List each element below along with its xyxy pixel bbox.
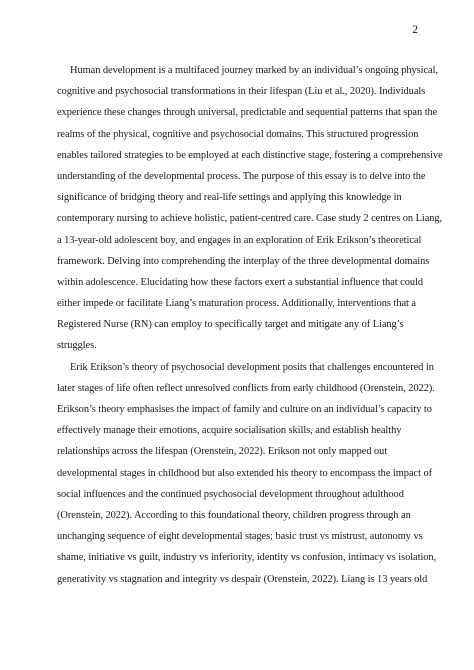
text-line: social influences and the continued psychosocial development throughout adulthood <box>57 488 404 500</box>
text-line: understanding of the developmental process. The purpose of this essay is to delve into the <box>57 170 426 182</box>
text-line: Erikson’s theory emphasises the impact of family and culture on an individual’s capacity to <box>57 404 432 415</box>
text-line: relationships across the lifespan (Orenstein, 2022). Erikson not only mapped out <box>57 446 388 458</box>
text-line: unchanging sequence of eight developmental stages; basic trust vs mistrust, autonomy vs <box>57 531 423 543</box>
document-body <box>57 60 443 590</box>
text-line: enables tailored strategies to be employed at each distinctive stage, fostering a comprehensive <box>57 149 443 161</box>
text-line: shame, initiative vs guilt, industry vs inferiority, identity vs confusion, intimacy vs isolation, <box>57 552 437 564</box>
text-line: contemporary nursing to achieve holistic, patient-centred care. Case study 2 centres on Liang, <box>57 213 443 225</box>
text-line: Erik Erikson’s theory of psychosocial development posits that challenges encountered in <box>70 361 434 373</box>
text-line: either impede or facilitate Liang’s maturation process. Additionally, interventions that a <box>57 298 416 310</box>
text-line: realms of the physical, cognitive and psychosocial domains. This structured progression <box>57 128 419 140</box>
paragraph <box>57 60 443 357</box>
text-line: generativity vs stagnation and integrity vs despair (Orenstein, 2022). Liang is 13 years old <box>57 573 428 585</box>
text-line: significance of bridging theory and real-life settings and applying this knowledge in <box>57 192 402 204</box>
text-line: Human development is a multifaced journey marked by an individual’s ongoing physical, <box>70 65 438 76</box>
text-line: within adolescence. Elucidating how these factors exert a substantial influence that could <box>57 276 423 288</box>
text-line: later stages of life often reflect unresolved conflicts from early childhood (Orenstein, 2022). <box>57 382 435 394</box>
text-line: struggles. <box>57 340 97 352</box>
text-line: developmental stages in childhood but also extended his theory to encompass the impact of <box>57 467 433 479</box>
text-line: framework. Delving into comprehending the interplay of the three developmental domains <box>57 255 430 267</box>
page-number: 2 <box>412 24 418 36</box>
text-line: (Orenstein, 2022). According to this foundational theory, children progress through an <box>57 509 411 521</box>
text-line: Registered Nurse (RN) can employ to specifically target and mitigate any of Liang’s <box>57 319 404 331</box>
text-line: effectively manage their emotions, acquire socialisation skills, and establish healthy <box>57 425 402 437</box>
paragraph <box>57 357 437 590</box>
text-line: a 13-year-old adolescent boy, and engages in an exploration of Erik Erikson’s theoretical <box>57 234 422 246</box>
text-line: cognitive and psychosocial transformations in their lifespan (Liu et al., 2020). Individuals <box>57 86 426 98</box>
text-line: experience these changes through universal, predictable and sequential patterns that span the <box>57 107 438 119</box>
